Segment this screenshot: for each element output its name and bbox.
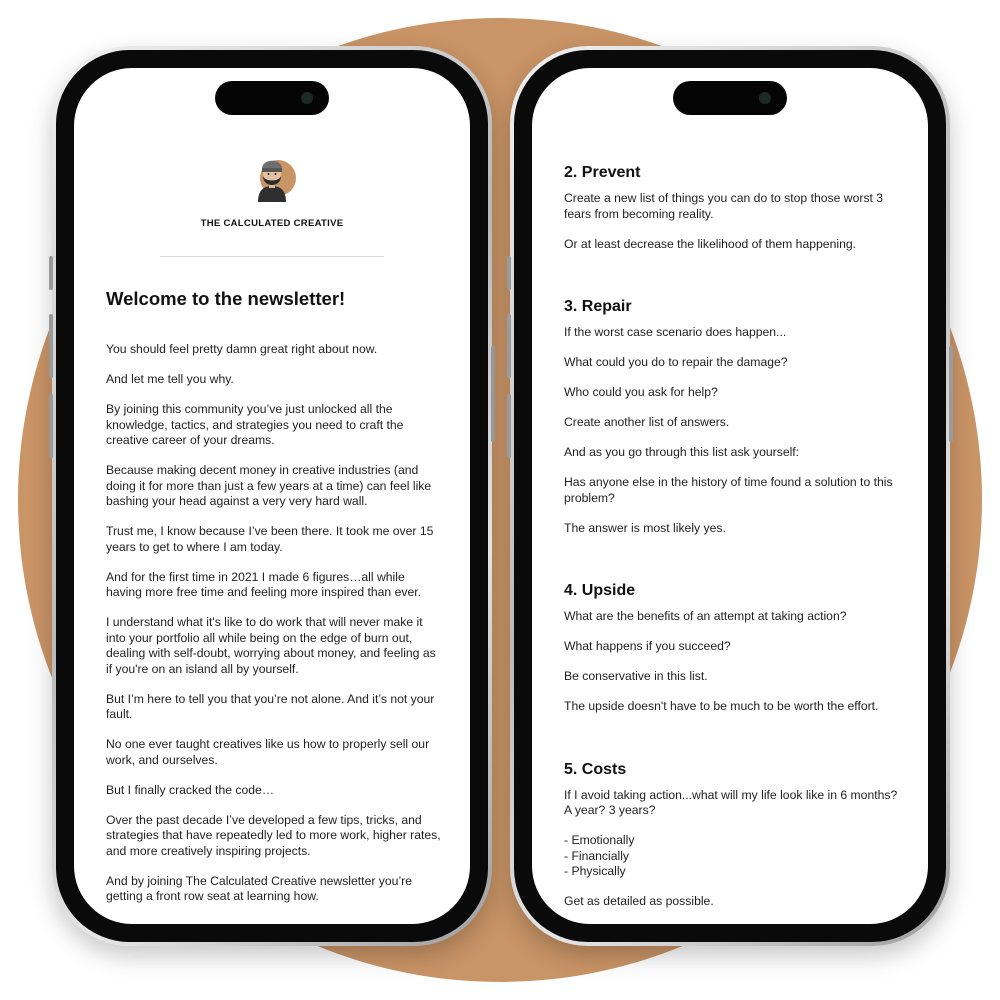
body-paragraph: I understand what it's like to do work that will never make it into your portfolio all while being on the edge of burn out, dealing with self-doubt, worrying about money, and feeling as if you're on an island all by yourself. bbox=[106, 615, 436, 676]
body-paragraph: Because making decent money in creative industries (and doing it for more than just a few years at a time) can feel like bashing your head against a very very hard wall. bbox=[106, 463, 432, 508]
body-paragraph: Trust me, I know because I’ve been there. It took me over 15 years to get to where I am today. bbox=[106, 524, 434, 554]
newsletter-screen[interactable] bbox=[74, 68, 470, 924]
body-paragraph: And let me tell you why. bbox=[106, 372, 234, 386]
body-paragraph: And by joining The Calculated Creative newsletter you’re getting a front row seat at learning how. bbox=[106, 873, 412, 903]
body-paragraph: But I finally cracked the code… bbox=[106, 782, 275, 797]
section-paragraph: And as you go through this list ask yourself: bbox=[564, 445, 800, 459]
phone-power-button bbox=[491, 346, 495, 442]
body-paragraph: And for the first time in 2021 I made 6 figures…all while having more free time and feeling more inspired than ever. bbox=[106, 569, 422, 599]
section-paragraph: The upside doesn't have to be much to be worth the effort. bbox=[564, 699, 879, 713]
body-paragraph: But I’m here to tell you that you’re not alone. And it’s not your fault. bbox=[106, 691, 435, 721]
section-paragraph: What could you do to repair the damage? bbox=[564, 355, 788, 369]
body-paragraph: Over the past decade I’ve developed a few tips, tricks, and strategies that have repeatedly led to more work, higher rates, and more creatively inspiring projects. bbox=[106, 812, 441, 858]
section-paragraph: Get as detailed as possible. bbox=[564, 894, 714, 908]
phone-power-button bbox=[949, 346, 953, 442]
phone-volume-up-button bbox=[507, 314, 511, 378]
section-heading: 2. Prevent bbox=[564, 164, 641, 181]
list-item: - Financially bbox=[564, 848, 630, 863]
author-avatar bbox=[246, 150, 298, 202]
section-paragraph: Create another list of answers. bbox=[564, 415, 730, 429]
section-costs bbox=[564, 761, 900, 910]
phone-bezel bbox=[514, 50, 946, 942]
section-heading: 4. Upside bbox=[564, 582, 636, 599]
section-upside bbox=[564, 582, 900, 715]
body-paragraph: No one ever taught creatives like us how to properly sell our work, and ourselves. bbox=[106, 737, 430, 767]
phone-bezel bbox=[56, 50, 488, 942]
header-divider bbox=[160, 256, 384, 257]
section-heading: 5. Costs bbox=[564, 760, 627, 778]
section-paragraph: Has anyone else in the history of time found a solution to this problem? bbox=[564, 475, 893, 505]
section-paragraph: If the worst case scenario does happen... bbox=[564, 325, 787, 339]
section-paragraph: Create a new list of things you can do to stop those worst 3 fears from becoming reality. bbox=[564, 191, 884, 221]
dynamic-island bbox=[673, 81, 787, 115]
body-paragraph: You should feel pretty damn great right about now. bbox=[106, 342, 378, 356]
section-paragraph: Who could you ask for help? bbox=[564, 385, 718, 399]
newsletter-steps bbox=[564, 164, 900, 924]
section-paragraph: If I avoid taking action...what will my life look like in 6 months? A year? 3 years? bbox=[564, 787, 898, 817]
dynamic-island bbox=[215, 81, 329, 115]
section-repair bbox=[564, 298, 900, 536]
phone-volume-up-button bbox=[49, 314, 53, 378]
section-paragraph: What are the benefits of an attempt at taking action? bbox=[564, 609, 847, 623]
newsletter-screen-continued[interactable] bbox=[532, 68, 928, 924]
brand-name: THE CALCULATED CREATIVE bbox=[200, 218, 344, 229]
phone-volume-down-button bbox=[507, 394, 511, 458]
newsletter-title: Welcome to the newsletter! bbox=[106, 288, 346, 309]
body-paragraph: By joining this community you’ve just unlocked all the knowledge, tactics, and strategies you need to craft the creative career of your dreams. bbox=[106, 402, 404, 447]
costs-list bbox=[564, 833, 900, 880]
phone-left bbox=[52, 46, 492, 946]
phone-action-button bbox=[49, 256, 53, 290]
list-item: - Emotionally bbox=[564, 833, 635, 847]
phone-action-button bbox=[507, 256, 511, 290]
section-paragraph: The answer is most likely yes. bbox=[564, 520, 726, 535]
list-item: - Physically bbox=[564, 864, 626, 878]
section-prevent bbox=[564, 164, 900, 252]
phone-right bbox=[510, 46, 950, 946]
section-paragraph: What happens if you succeed? bbox=[564, 639, 731, 653]
section-heading: 3. Repair bbox=[564, 298, 632, 315]
newsletter-body bbox=[106, 342, 442, 919]
section-paragraph: Be conservative in this list. bbox=[564, 669, 708, 683]
phone-volume-down-button bbox=[49, 394, 53, 458]
section-paragraph: Or at least decrease the likelihood of them happening. bbox=[564, 236, 857, 251]
